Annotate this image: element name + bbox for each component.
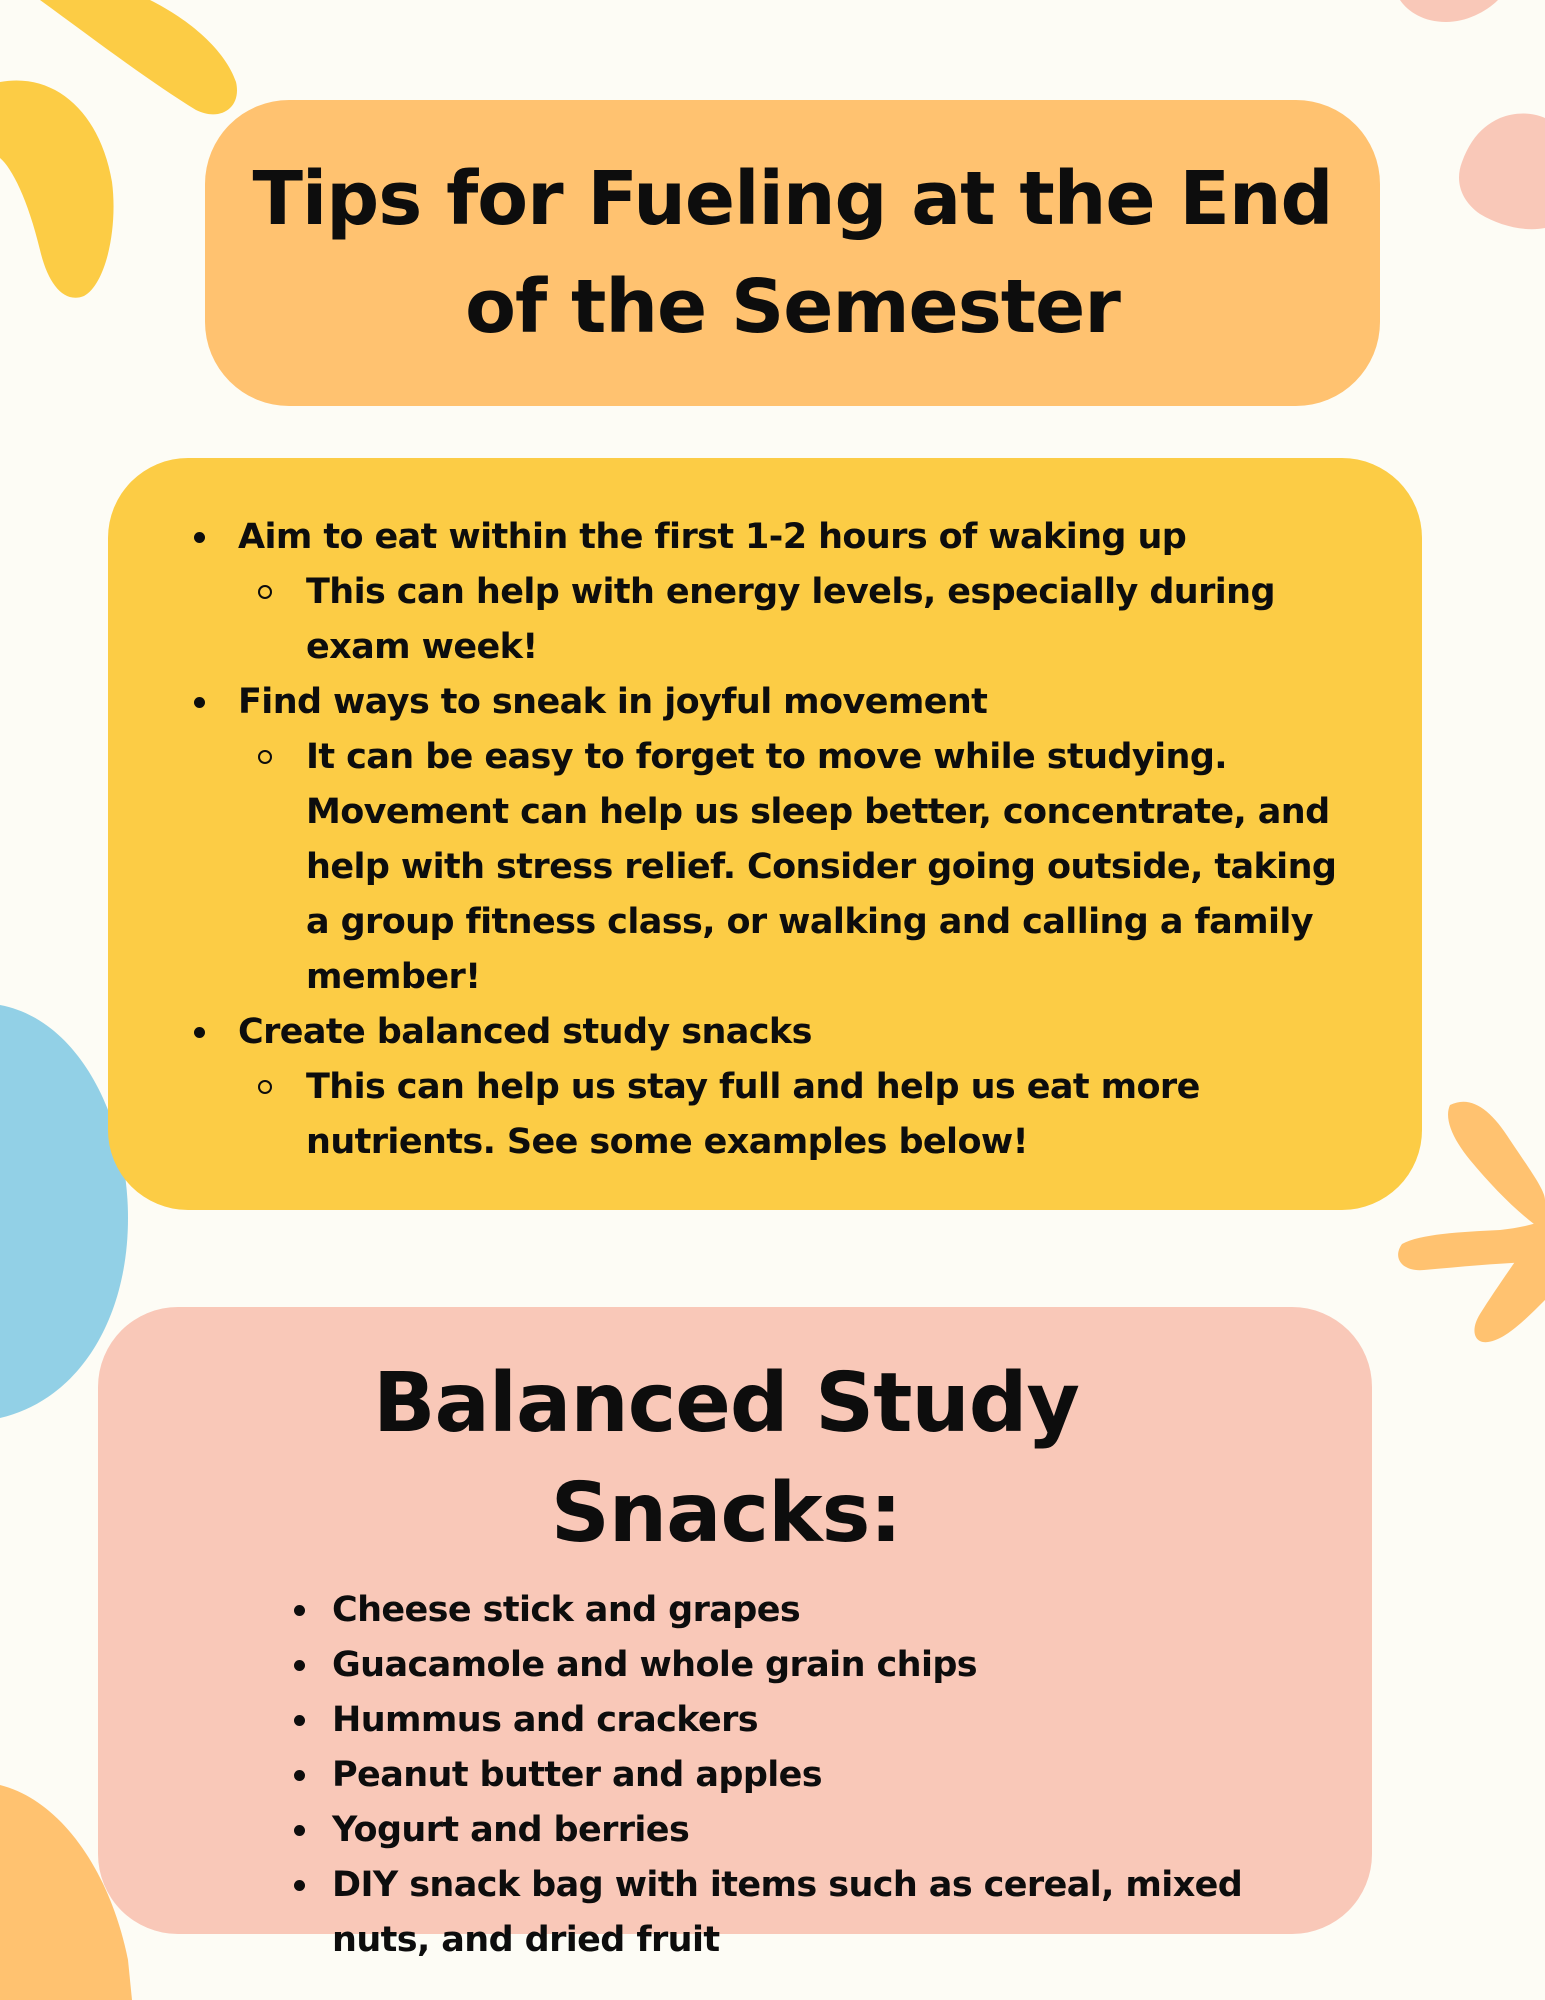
tip-text: Find ways to sneak in joyful movement bbox=[238, 682, 988, 722]
tip-text: Create balanced study snacks bbox=[238, 1012, 812, 1052]
tip-detail: This can help with energy levels, especially during exam week! bbox=[188, 565, 1362, 675]
tip-detail: This can help us stay full and help us eat more nutrients. See some examples below! bbox=[188, 1060, 1362, 1170]
snack-item: Guacamole and whole grain chips bbox=[294, 1638, 1332, 1693]
tip-detail-list bbox=[238, 1060, 1362, 1170]
snack-item: Yogurt and berries bbox=[294, 1803, 1332, 1858]
tip-item bbox=[188, 510, 1362, 675]
snack-item: DIY snack bag with items such as cereal, mixed nuts, and dried fruit bbox=[294, 1858, 1332, 1968]
tip-detail-list bbox=[238, 730, 1362, 1005]
snack-item: Cheese stick and grapes bbox=[294, 1583, 1332, 1638]
snacks-heading: Balanced Study Snacks: bbox=[373, 1356, 1079, 1561]
tip-detail: It can be easy to forget to move while studying. Movement can help us sleep better, concentrate, and help with stress relief. Consider going outside, taking a group fitness class, or walking and calling a family member! bbox=[188, 730, 1362, 1005]
yellow-arc-left bbox=[0, 80, 114, 297]
snack-list bbox=[294, 1583, 1294, 1968]
title-panel bbox=[205, 100, 1380, 406]
tips-list bbox=[188, 510, 1362, 1170]
pink-blob-top-right bbox=[1400, 0, 1498, 22]
tip-item bbox=[188, 675, 1362, 1005]
tip-item bbox=[188, 1005, 1362, 1170]
page-title: Tips for Fueling at the End of the Semester bbox=[252, 156, 1333, 350]
tip-text: Aim to eat within the first 1-2 hours of waking up bbox=[238, 517, 1187, 557]
snack-item: Peanut butter and apples bbox=[294, 1748, 1332, 1803]
tips-panel bbox=[108, 458, 1422, 1210]
snacks-panel bbox=[98, 1307, 1372, 1960]
yellow-blob-top-left bbox=[40, 0, 237, 114]
snack-item: Hummus and crackers bbox=[294, 1693, 1332, 1748]
tip-detail-list bbox=[238, 565, 1362, 675]
pink-blob-right bbox=[1459, 114, 1545, 230]
